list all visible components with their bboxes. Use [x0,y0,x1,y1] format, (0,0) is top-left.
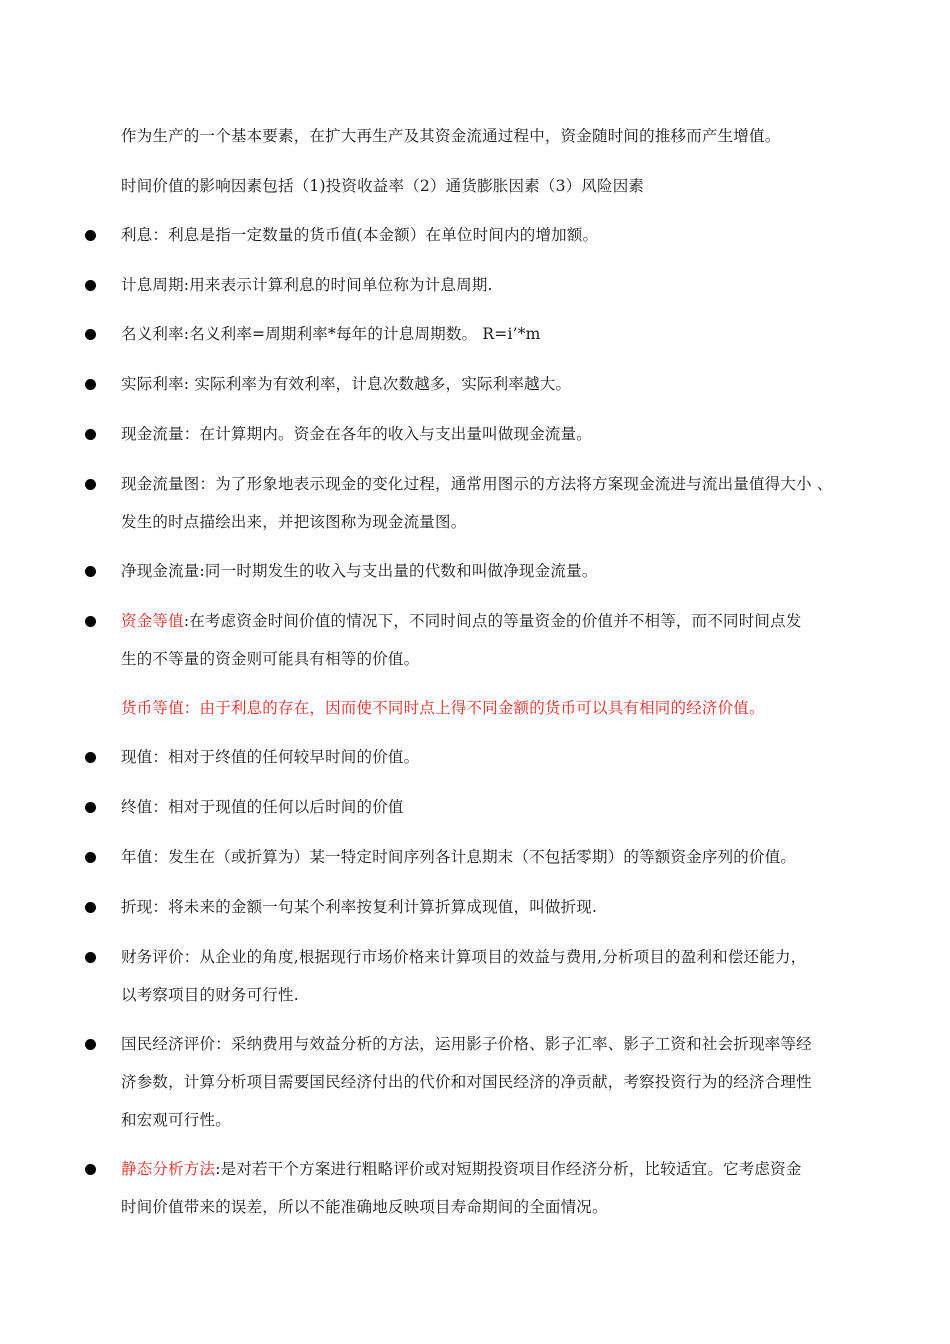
item-national-economy-line-1: 国民经济评价：采纳费用与效益分析的方法，运用影子价格、影子汇率、影子工资和社会折现率等经 [121,1035,812,1053]
bullet-icon [85,429,96,440]
bullet-icon [85,280,96,291]
item-fund-equivalence-line-2: 生的不等量的资金则可能具有相等的价值。 [121,650,420,668]
item-nominal-rate: 名义利率:名义利率=周期利率*每年的计息周期数。 R=i’*m [121,325,541,343]
item-net-cash-flow: 净现金流量:同一时期发生的收入与支出量的代数和叫做净现金流量。 [121,562,598,580]
note-currency-equivalence: 货币等值：由于利息的存在，因而使不同时点上得不同金额的货币可以具有相同的经济价值。 [121,699,765,717]
bullet-icon [85,566,96,577]
item-future-value: 终值：相对于现值的任何以后时间的价值 [121,798,404,816]
bullet-icon [85,852,96,863]
item-fund-equivalence-line-1: 资金等值:在考虑资金时间价值的情况下，不同时间点的等量资金的价值并不相等，而不同时间点发 [121,612,802,630]
item-static-analysis-line-2: 时间价值带来的误差，所以不能准确地反映项目寿命期间的全面情况。 [121,1198,608,1216]
item-interest: 利息：利息是指一定数量的货币值(本金额）在单位时间内的增加额。 [121,226,599,244]
item-present-value: 现值：相对于终值的任何较早时间的价值。 [121,748,420,766]
bullet-icon [85,1164,96,1175]
bullet-icon [85,616,96,627]
item-national-economy-line-3: 和宏观可行性。 [121,1111,231,1129]
item-discounting: 折现：将未来的金额一句某个利率按复利计算折算成现值，叫做折现. [121,898,598,916]
item-annual-value: 年值：发生在（或折算为）某一特定时间序列各计息期末（不包括零期）的等额资金序列的价值。 [121,848,797,866]
item-effective-rate: 实际利率: 实际利率为有效利率，计息次数越多，实际利率越大。 [121,375,572,393]
bullet-icon [85,952,96,963]
item-cash-flow-diagram-line-2: 发生的时点描绘出来，并把该图称为现金流量图。 [121,513,467,531]
item-financial-evaluation-line-1: 财务评价：从企业的角度,根据现行市场价格来计算项目的效益与费用,分析项目的盈利和偿还能力， [121,948,807,966]
item-cash-flow: 现金流量：在计算期内。资金在各年的收入与支出量叫做现金流量。 [121,425,593,443]
item-static-analysis-line-1: 静态分析方法:是对若干个方案进行粗略评价或对短期投资项目作经济分析，比较适宜。它考虑资金 [121,1160,802,1178]
bullet-icon [85,802,96,813]
bullet-icon [85,479,96,490]
term-static-analysis: 静态分析方法 [121,1160,216,1178]
term-fund-equivalence: 资金等值 [121,612,184,630]
bullet-icon [85,1039,96,1050]
bullet-icon [85,379,96,390]
item-interest-period: 计息周期:用来表示计算利息的时间单位称为计息周期. [121,276,493,294]
intro-line-1: 作为生产的一个基本要素，在扩大再生产及其资金流通过程中，资金随时间的推移而产生增值。 [121,127,781,145]
item-national-economy-line-2: 济参数，计算分析项目需要国民经济付出的代价和对国民经济的净贡献，考察投资行为的经济合理性 [121,1073,812,1091]
bullet-icon [85,902,96,913]
bullet-icon [85,230,96,241]
bullet-icon [85,752,96,763]
item-cash-flow-diagram-line-1: 现金流量图：为了形象地表示现金的变化过程，通常用图示的方法将方案现金流进与流出量值得大小 、 [121,475,833,493]
item-financial-evaluation-line-2: 以考察项目的财务可行性. [121,986,299,1004]
bullet-icon [85,329,96,340]
intro-line-2: 时间价值的影响因素包括（1)投资收益率（2）通货膨胀因素（3）风险因素 [121,177,645,195]
